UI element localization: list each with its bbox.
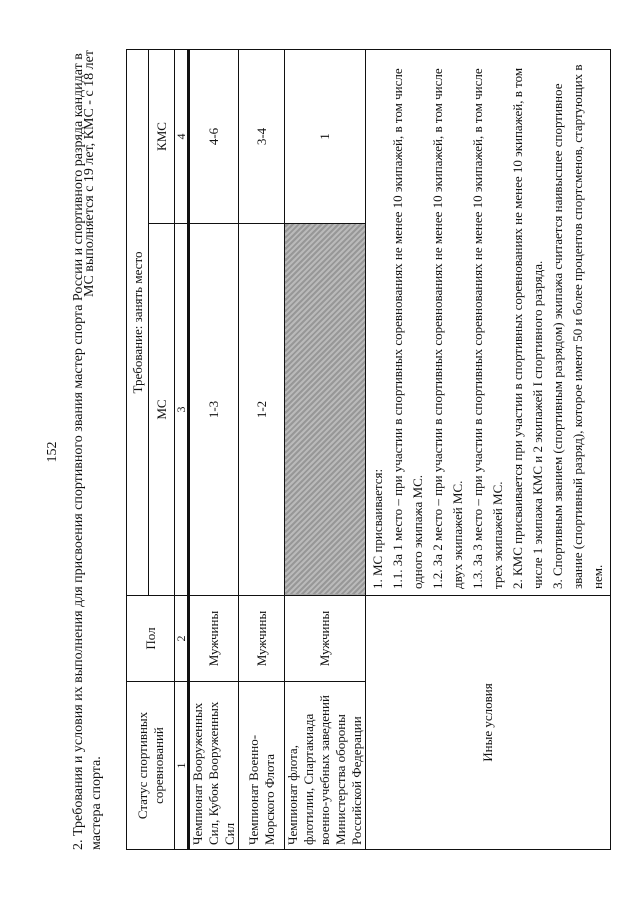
row-gender: Мужчины [285, 596, 366, 682]
condition-item: 1.3. За 3 место – при участии в спортивных соревнованиях не менее 10 экипажей, в том числе трех экипажей МС. [470, 68, 505, 589]
table-row [239, 49, 285, 849]
row-gender: Мужчины [239, 596, 285, 682]
condition-item: 1.1. За 1 место – при участии в спортивных соревнованиях не менее 10 экипажей, в том числе одного экипажа МС. [390, 68, 425, 589]
condition-item: 1.2. За 2 место – при участии в спортивных соревнованиях не менее 10 экипажей, в том числе двух экипажей МС. [430, 68, 465, 589]
row-status: Чемпионат Военно-Морского Флота [239, 682, 285, 850]
row-ms-shaded [285, 224, 366, 596]
condition-item: 2. КМС присваивается при участии в спортивных соревнованиях не менее 10 экипажей, в том числе 1 экипажа КМС и 2 экипажей I спортивного разряда. [510, 67, 545, 589]
column-number-3: 3 [175, 224, 189, 596]
requirements-table [126, 49, 611, 850]
rotated-content [70, 50, 605, 850]
table-row [189, 49, 239, 849]
header-status: Статус спортивных соревнований [127, 682, 175, 850]
other-conditions-text [366, 49, 611, 595]
header-kms: КМС [149, 49, 175, 223]
header-requirement: Требование: занять место [127, 49, 149, 595]
row-ms: 1-2 [239, 224, 285, 596]
row-kms: 1 [285, 49, 366, 223]
section-heading: 2. Требования и условия их выполнения для присвоения спортивного звания мастер спорта России и спортивного разряда кандидат в мастера спорта. [71, 53, 104, 850]
other-conditions-label: Иные условия [366, 596, 611, 850]
age-requirement-note: МС выполняется с 19 лет, КМС - с 18 лет [82, 50, 97, 297]
header-ms: МС [149, 224, 175, 596]
row-kms: 3-4 [239, 49, 285, 223]
row-gender: Мужчины [189, 596, 239, 682]
header-gender: Пол [127, 596, 175, 682]
row-status: Чемпионат Вооруженных Сил, Кубок Вооруженных Сил [189, 682, 239, 850]
row-status: Чемпионат флота, флотилии, Спартакиада военно-учебных заведений Министерства обороны Российской Федерации [285, 682, 366, 850]
column-number-2: 2 [175, 596, 189, 682]
page-number: 152 [45, 441, 60, 463]
row-ms: 1-3 [189, 224, 239, 596]
condition-item: 3. Спортивным званием (спортивным разрядом) экипажа считается наивысшее спортивное звание (спортивный разряд), которое имеют 50 и более процентов спортсменов, стартующих в нем. [550, 64, 605, 589]
column-number-1: 1 [175, 682, 189, 850]
column-number-4: 4 [175, 49, 189, 223]
table-row [285, 49, 366, 849]
other-conditions-row [366, 49, 611, 849]
condition-item: 1. МС присваивается: [370, 468, 385, 589]
row-kms: 4-6 [189, 49, 239, 223]
